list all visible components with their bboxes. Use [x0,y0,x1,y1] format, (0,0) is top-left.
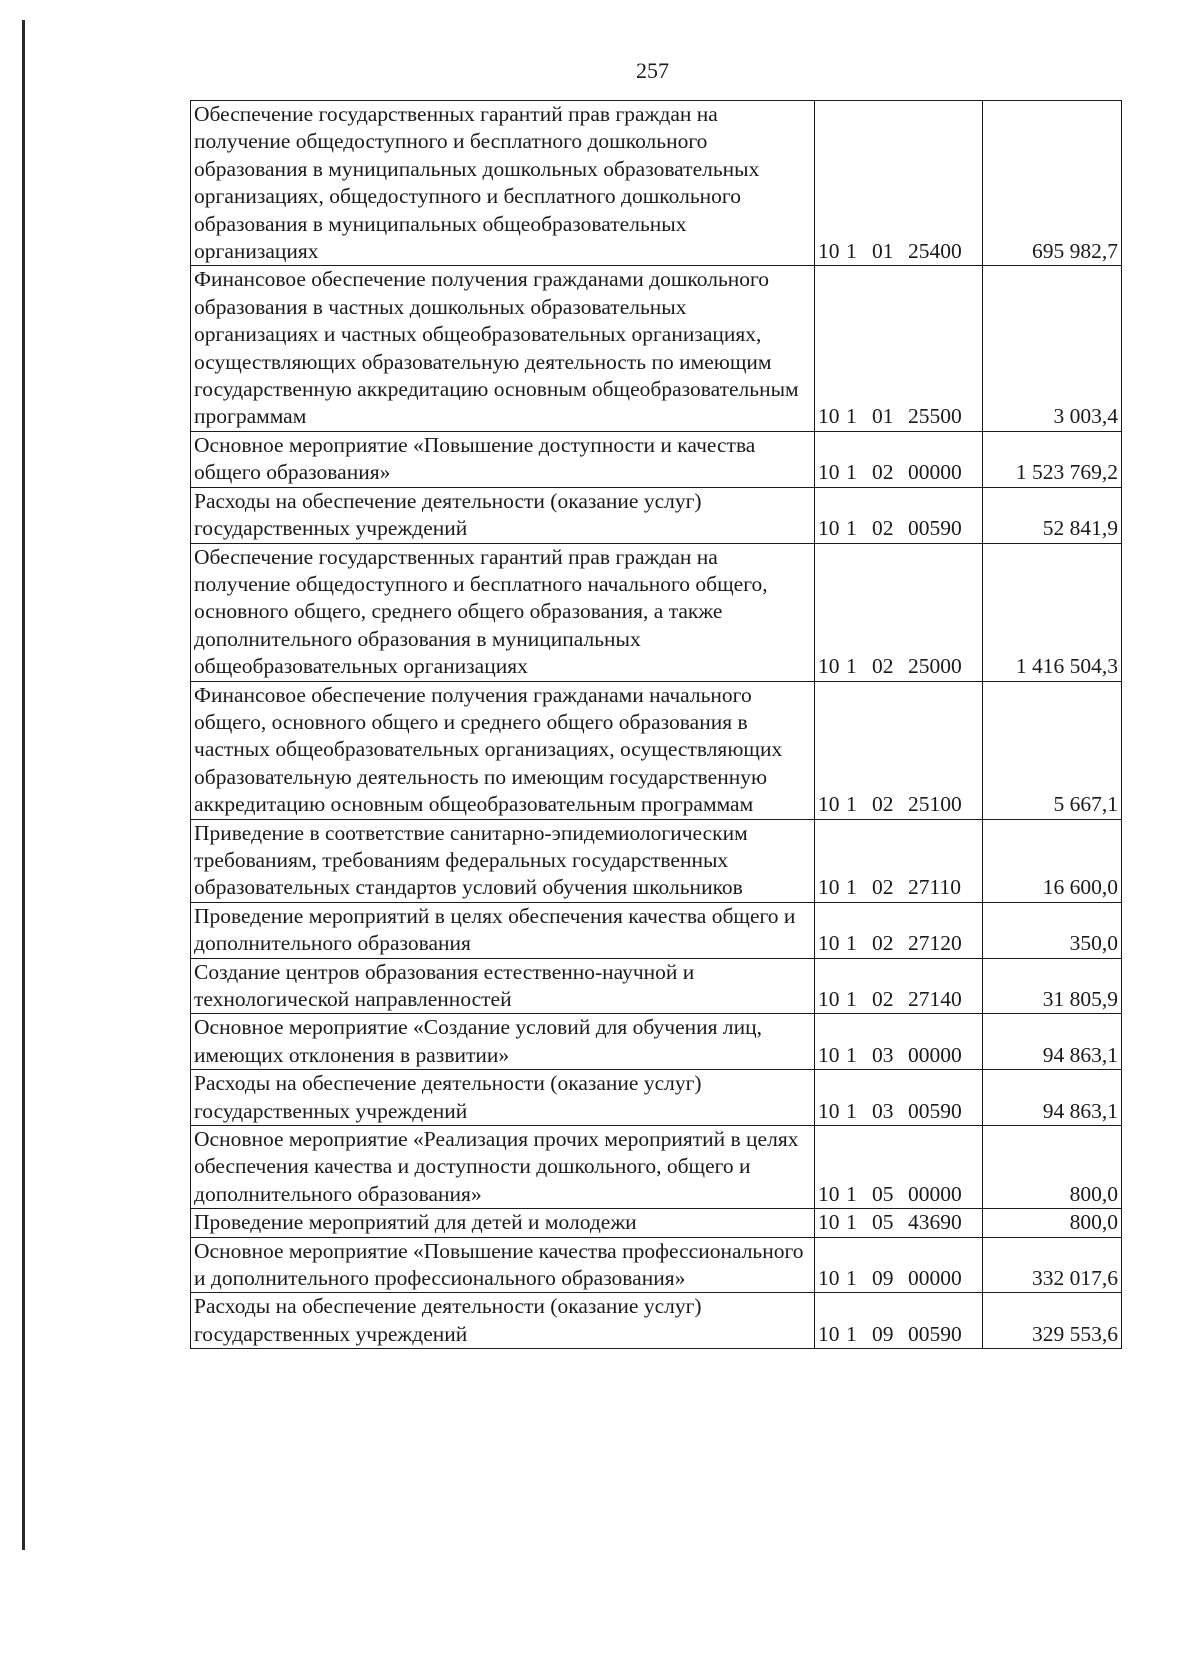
row-classification-code [815,1126,983,1209]
row-amount: 332 017,6 [983,1237,1122,1293]
row-classification-code [815,958,983,1014]
code-program: 10 [818,239,840,264]
row-amount: 31 805,9 [983,958,1122,1014]
table-row [191,1126,1122,1209]
code-subprogram: 1 [846,1210,857,1235]
code-subprogram: 1 [846,516,857,541]
code-activity: 02 [872,654,894,679]
row-name: Расходы на обеспечение деятельности (оказание услуг) государственных учреждений [191,1070,815,1126]
row-classification-code [815,487,983,543]
row-amount: 695 982,7 [983,101,1122,266]
scan-edge-line [22,20,25,1550]
code-subprogram: 1 [846,875,857,900]
code-direction: 27110 [908,875,961,900]
row-amount: 5 667,1 [983,681,1122,819]
code-direction: 00590 [908,516,962,541]
code-activity: 02 [872,931,894,956]
row-name: Основное мероприятие «Создание условий для обучения лиц, имеющих отклонения в развитии» [191,1014,815,1070]
code-program: 10 [818,1042,840,1067]
table-row [191,266,1122,431]
budget-table-body [191,101,1122,1349]
code-program: 10 [818,404,840,429]
table-row [191,101,1122,266]
code-program: 10 [818,1321,840,1346]
code-activity: 02 [872,987,894,1011]
row-name: Приведение в соответствие санитарно-эпидемиологическим требованиям, требованиям федеральных государственных образовательных стандартов условий обучения школьников [191,819,815,902]
row-amount: 800,0 [983,1126,1122,1209]
code-program: 10 [818,516,840,541]
row-name: Создание центров образования естественно-научной и технологической направленностей [191,958,815,1014]
code-subprogram: 1 [846,1042,857,1067]
code-subprogram: 1 [846,460,857,485]
row-amount: 329 553,6 [983,1293,1122,1349]
row-name: Основное мероприятие «Повышение доступности и качества общего образования» [191,431,815,487]
code-direction: 27120 [908,931,962,956]
row-amount: 1 416 504,3 [983,543,1122,681]
code-subprogram: 1 [846,1321,857,1346]
table-row [191,1014,1122,1070]
code-direction: 43690 [908,1210,962,1235]
code-direction: 00590 [908,1098,962,1123]
row-name: Основное мероприятие «Повышение качества профессионального и дополнительного профессионального образования» [191,1237,815,1293]
code-activity: 02 [872,792,894,817]
code-direction: 25500 [908,404,962,429]
code-program: 10 [818,460,840,485]
code-direction: 00590 [908,1321,962,1346]
row-name: Проведение мероприятий для детей и молодежи [191,1209,815,1237]
code-subprogram: 1 [846,1266,857,1291]
code-subprogram: 1 [846,987,857,1011]
code-activity: 02 [872,875,894,900]
code-activity: 01 [872,404,894,429]
code-direction: 00000 [908,1266,962,1291]
table-row [191,1237,1122,1293]
row-name: Расходы на обеспечение деятельности (оказание услуг) государственных учреждений [191,487,815,543]
row-name: Финансовое обеспечение получения гражданами дошкольного образования в частных дошкольных образовательных организациях и частных общеобразовательных организациях, осуществляющих образовательную деятельность по имеющим государственную аккредитацию основным общеобразовательным программам [191,266,815,431]
code-activity: 09 [872,1266,894,1291]
row-amount: 350,0 [983,902,1122,958]
table-row [191,819,1122,902]
code-subprogram: 1 [846,239,857,264]
row-classification-code [815,543,983,681]
code-activity: 02 [872,516,894,541]
code-activity: 01 [872,239,894,264]
table-row [191,543,1122,681]
code-subprogram: 1 [846,931,857,956]
row-classification-code [815,681,983,819]
table-row [191,902,1122,958]
code-program: 10 [818,654,840,679]
row-amount: 16 600,0 [983,819,1122,902]
table-row [191,681,1122,819]
row-name: Проведение мероприятий в целях обеспечения качества общего и дополнительного образования [191,902,815,958]
code-subprogram: 1 [846,654,857,679]
row-classification-code [815,1070,983,1126]
row-classification-code [815,1209,983,1237]
row-amount: 1 523 769,2 [983,431,1122,487]
row-amount: 52 841,9 [983,487,1122,543]
row-classification-code [815,266,983,431]
code-activity: 05 [872,1181,894,1206]
row-classification-code [815,101,983,266]
code-program: 10 [818,875,840,900]
row-classification-code [815,902,983,958]
code-activity: 03 [872,1042,894,1067]
row-amount: 94 863,1 [983,1014,1122,1070]
code-program: 10 [818,1210,840,1235]
row-name: Расходы на обеспечение деятельности (оказание услуг) государственных учреждений [191,1293,815,1349]
table-row [191,1293,1122,1349]
row-classification-code [815,819,983,902]
row-name: Обеспечение государственных гарантий прав граждан на получение общедоступного и бесплатного начального общего, основного общего, среднего общего образования, а также дополнительного образования в муниципальных общеобразовательных организациях [191,543,815,681]
table-row [191,487,1122,543]
code-activity: 03 [872,1098,894,1123]
row-classification-code [815,431,983,487]
code-program: 10 [818,987,840,1011]
code-program: 10 [818,1181,840,1206]
row-amount: 800,0 [983,1209,1122,1237]
code-direction: 25000 [908,654,962,679]
code-program: 10 [818,931,840,956]
code-subprogram: 1 [846,404,857,429]
row-amount: 94 863,1 [983,1070,1122,1126]
code-program: 10 [818,1266,840,1291]
table-row [191,958,1122,1014]
code-program: 10 [818,1098,840,1123]
page-number: 257 [636,58,669,83]
code-subprogram: 1 [846,792,857,817]
row-name: Обеспечение государственных гарантий прав граждан на получение общедоступного и бесплатного дошкольного образования в муниципальных дошкольных образовательных организациях, общедоступного и бесплатного дошкольного образования в муниципальных общеобразовательных организациях [191,101,815,266]
code-program: 10 [818,792,840,817]
row-classification-code [815,1237,983,1293]
row-classification-code [815,1014,983,1070]
code-direction: 00000 [908,1042,962,1067]
table-row [191,1209,1122,1237]
code-subprogram: 1 [846,1181,857,1206]
row-classification-code [815,1293,983,1349]
row-name: Основное мероприятие «Реализация прочих мероприятий в целях обеспечения качества и доступности дошкольного, общего и дополнительного образования» [191,1126,815,1209]
table-row [191,1070,1122,1126]
code-direction: 25100 [908,792,962,817]
table-row [191,431,1122,487]
row-name: Финансовое обеспечение получения гражданами начального общего, основного общего и среднего общего образования в частных общеобразовательных организациях, осуществляющих образовательную деятельность по имеющим государственную аккредитацию основным общеобразовательным программам [191,681,815,819]
budget-table [190,100,1122,1349]
code-subprogram: 1 [846,1098,857,1123]
code-activity: 05 [872,1210,894,1235]
row-amount: 3 003,4 [983,266,1122,431]
code-direction: 00000 [908,1181,962,1206]
code-direction: 00000 [908,460,962,485]
code-direction: 27140 [908,987,962,1011]
code-activity: 02 [872,460,894,485]
code-direction: 25400 [908,239,962,264]
code-activity: 09 [872,1321,894,1346]
